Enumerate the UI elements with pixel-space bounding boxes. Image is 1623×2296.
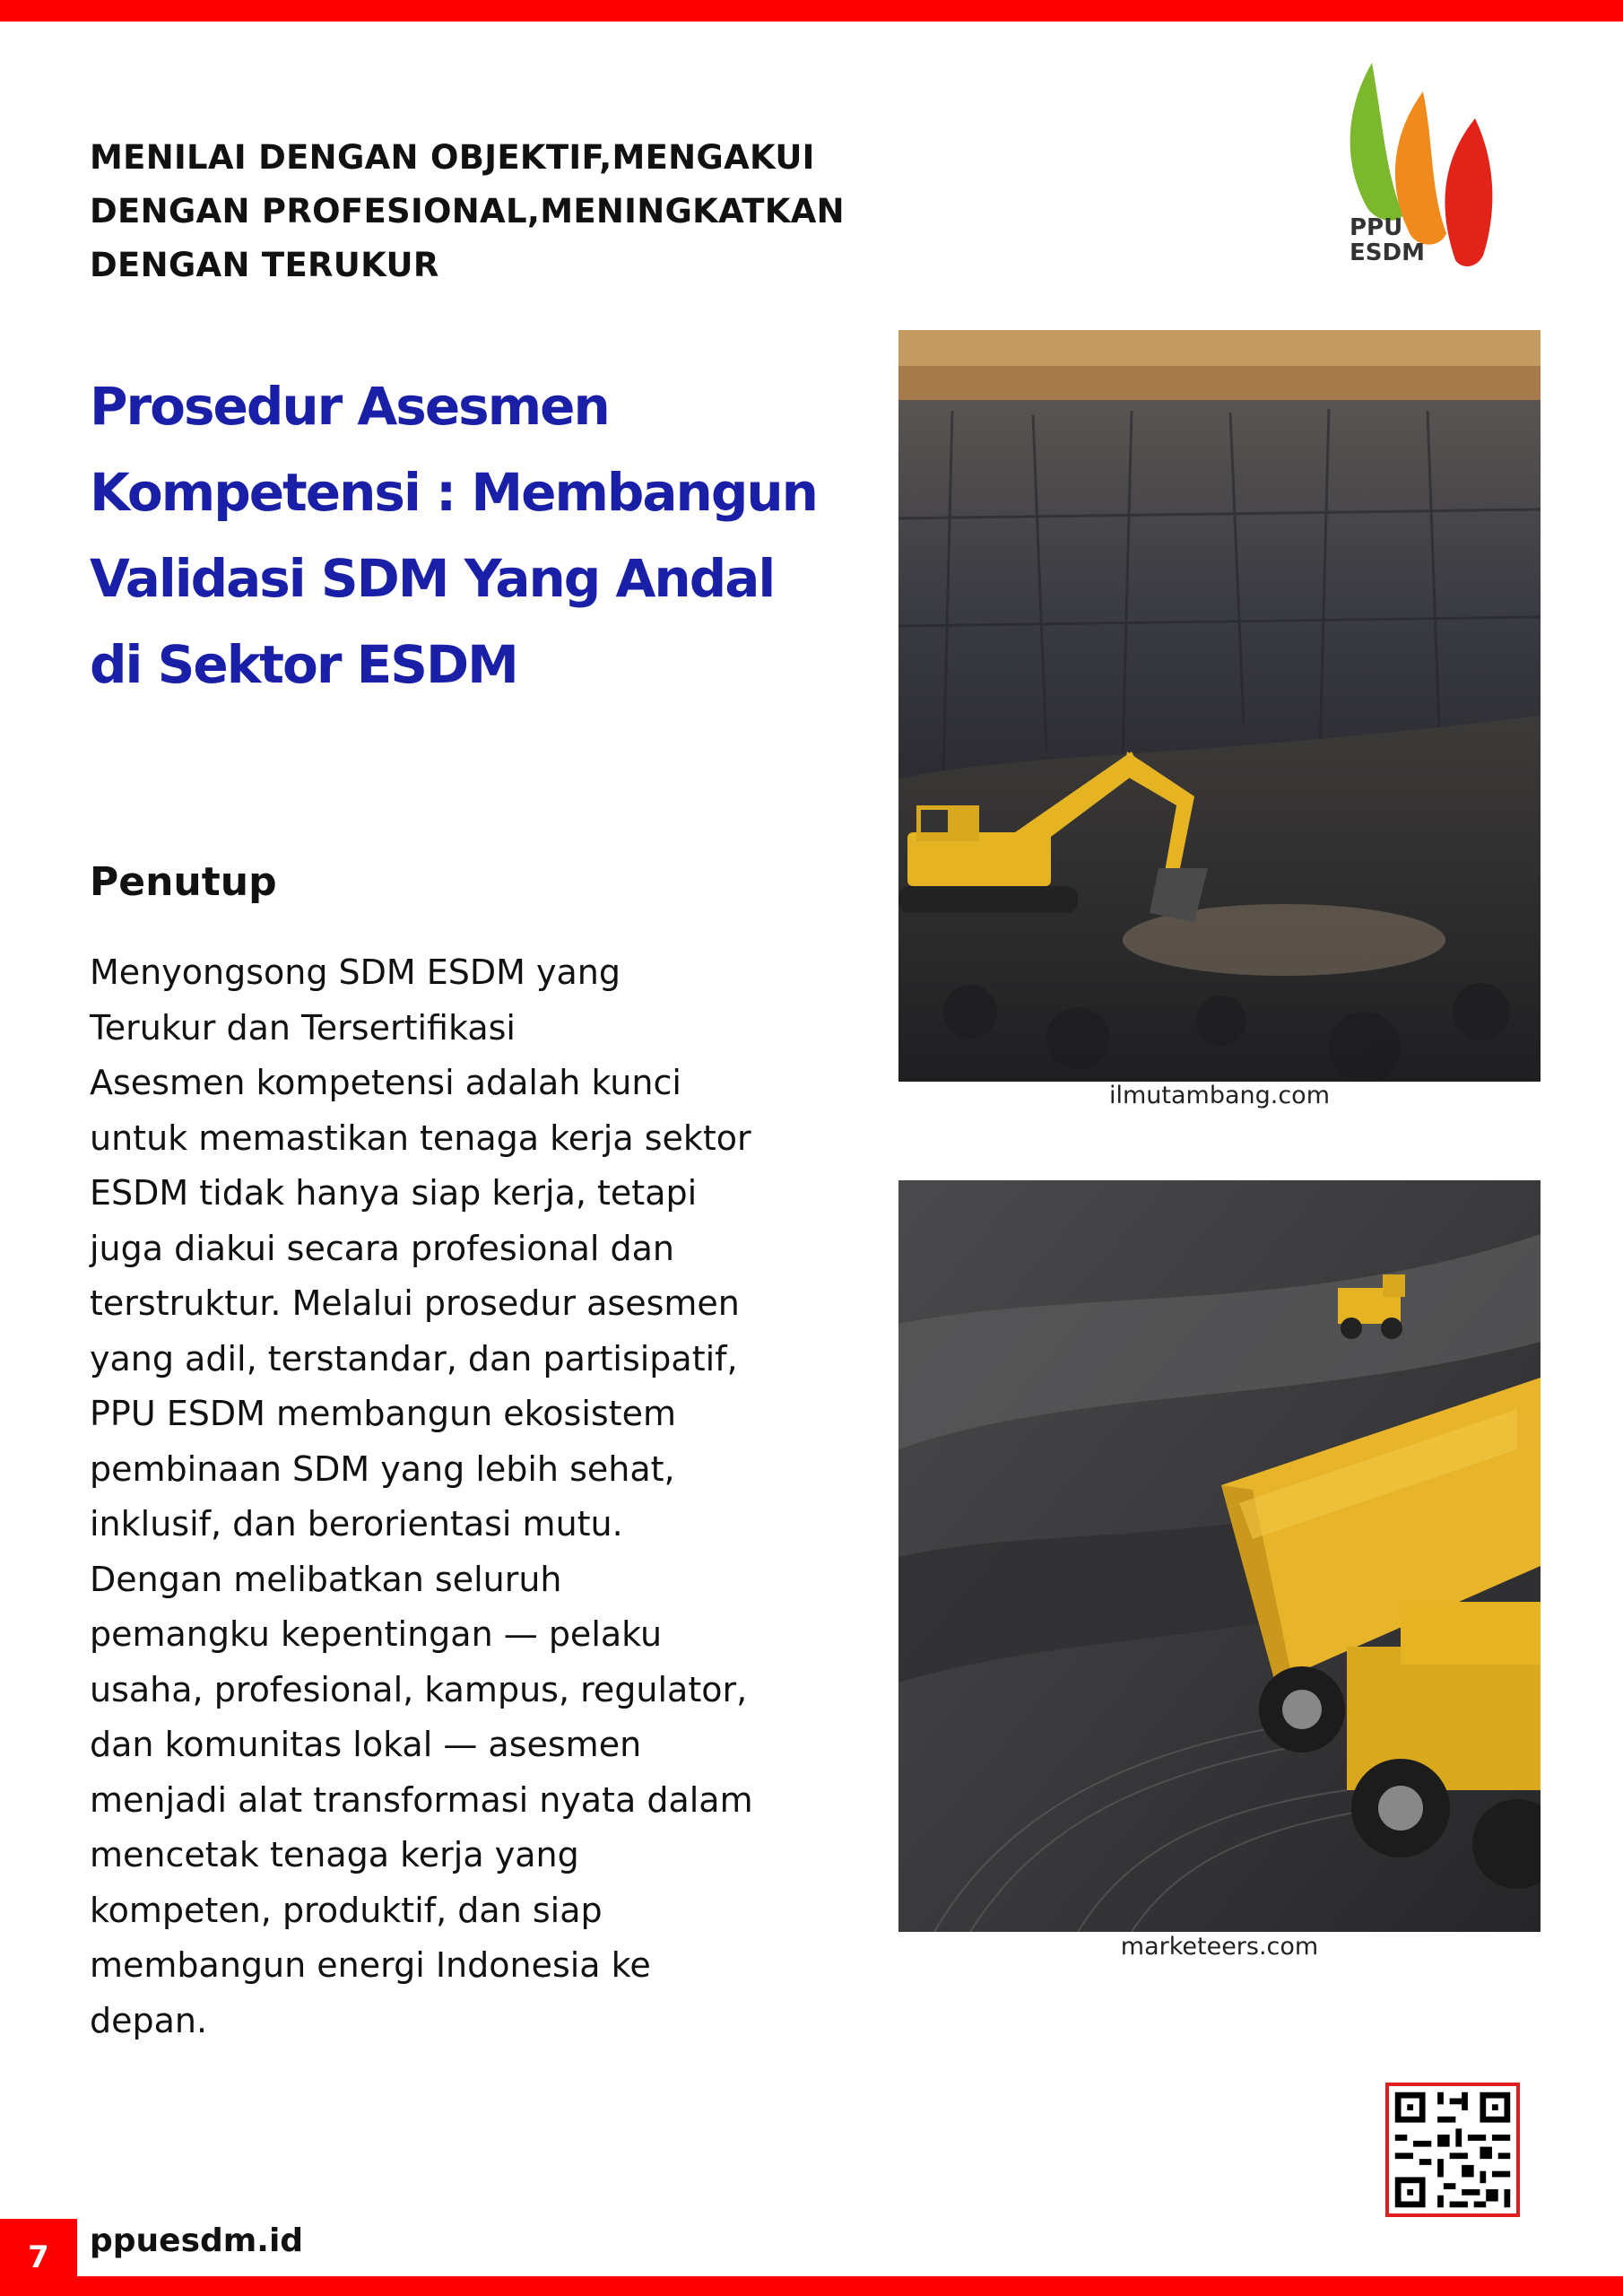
- qr-code[interactable]: [1385, 2083, 1520, 2217]
- logo-text-line1: PPU: [1350, 214, 1403, 241]
- title-line: di Sektor ESDM: [90, 634, 517, 695]
- title-line: Prosedur Asesmen: [90, 376, 609, 437]
- mine-excavator-photo: [898, 330, 1541, 1082]
- header-tagline: [90, 131, 897, 292]
- website-label[interactable]: ppuesdm.id: [90, 2222, 304, 2259]
- photo-caption: ilmutambang.com: [1108, 1082, 1331, 1109]
- body-line: juga diakui secara profesional dan: [90, 1228, 675, 1268]
- qr-code-icon: [1389, 2086, 1516, 2213]
- body-line: ESDM tidak hanya siap kerja, tetapi: [90, 1173, 698, 1213]
- body-line: inklusif, dan berorientasi mutu.: [90, 1504, 623, 1544]
- ppu-esdm-flame-logo-icon: [1341, 56, 1502, 280]
- photo-caption: marketeers.com: [1120, 1933, 1319, 1961]
- body-line: Menyongsong SDM ESDM yang: [90, 952, 621, 992]
- section-heading: Penutup: [90, 859, 277, 905]
- tagline-line: DENGAN PROFESIONAL,MENINGKATKAN: [90, 192, 845, 230]
- body-line: kompeten, produktif, dan siap: [90, 1890, 603, 1930]
- ppu-esdm-logo: [1341, 56, 1502, 280]
- body-line: yang adil, terstandar, dan partisipatif,: [90, 1338, 738, 1378]
- coal-truck-photo: [898, 1180, 1541, 1932]
- logo-text-line2: ESDM: [1350, 239, 1425, 266]
- page-number: 7: [0, 2219, 77, 2296]
- body-line: usaha, profesional, kampus, regulator,: [90, 1669, 748, 1709]
- body-paragraph: [90, 945, 789, 2048]
- body-line: terstruktur. Melalui prosedur asesmen: [90, 1283, 740, 1323]
- body-line: Dengan melibatkan seluruh: [90, 1559, 562, 1599]
- body-line: dan komunitas lokal — asesmen: [90, 1725, 642, 1764]
- body-line: untuk memastikan tenaga kerja sektor: [90, 1118, 751, 1158]
- title-line: Validasi SDM Yang Andal: [90, 548, 775, 609]
- body-line: pemangku kepentingan — pelaku: [90, 1614, 663, 1654]
- body-line: mencetak tenaga kerja yang: [90, 1835, 579, 1874]
- body-line: PPU ESDM membangun ekosistem: [90, 1394, 676, 1433]
- body-line: Asesmen kompetensi adalah kunci: [90, 1063, 681, 1102]
- top-accent-bar: [0, 0, 1623, 22]
- tagline-line: DENGAN TERUKUR: [90, 246, 439, 284]
- bottom-accent-bar: [0, 2276, 1623, 2296]
- body-line: depan.: [90, 2000, 208, 2040]
- title-line: Kompetensi : Membangun: [90, 462, 817, 523]
- body-line: menjadi alat transformasi nyata dalam: [90, 1779, 753, 1820]
- body-line: membangun energi Indonesia ke: [90, 1945, 651, 1985]
- tagline-line: MENILAI DENGAN OBJEKTIF,MENGAKUI: [90, 138, 815, 177]
- body-line: pembinaan SDM yang lebih sehat,: [90, 1448, 675, 1489]
- body-line: Terukur dan Tersertifikasi: [90, 1007, 516, 1048]
- article-title: [90, 363, 825, 708]
